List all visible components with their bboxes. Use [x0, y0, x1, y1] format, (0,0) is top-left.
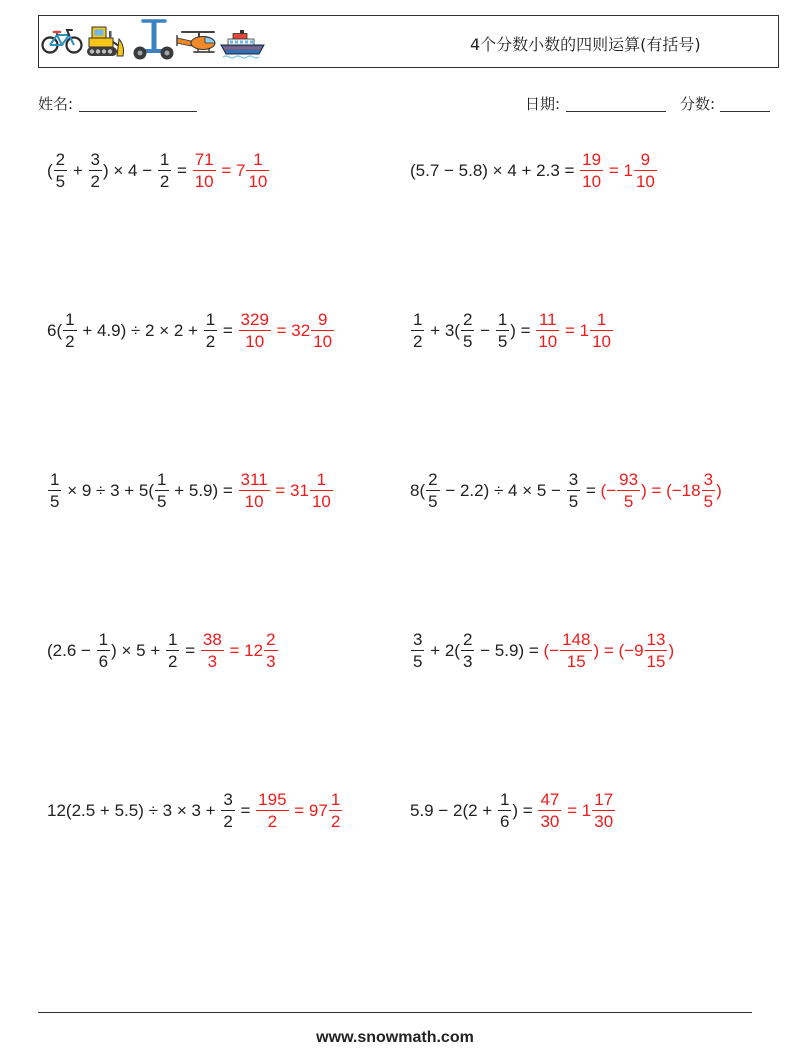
numerator: 3	[223, 789, 233, 809]
expression-text: + 4.9) ÷ 2 × 2 +	[77, 320, 203, 340]
fraction	[239, 469, 270, 512]
denominator: 2	[159, 171, 170, 191]
problem	[47, 628, 410, 672]
numerator: 1	[499, 789, 510, 809]
expression-text: × 9 ÷ 3 + 5(	[62, 480, 155, 500]
denominator: 10	[635, 171, 655, 191]
denominator: 2	[330, 811, 341, 831]
numerator: 1	[50, 469, 60, 489]
numerator: 1	[168, 629, 178, 649]
fraction	[311, 309, 334, 352]
problem	[410, 628, 794, 672]
score-label: 分数:	[680, 95, 716, 113]
fraction	[411, 629, 424, 672]
denominator: 5	[50, 491, 60, 511]
expression-text: = 7	[216, 160, 246, 180]
expression-text: ) × 4 −	[102, 160, 157, 180]
fraction	[580, 149, 603, 192]
vehicle-icons	[39, 16, 279, 67]
expression-text: +	[68, 160, 88, 180]
expression-text: = 12	[224, 640, 264, 660]
expression-text: + 2(	[425, 640, 460, 660]
numerator: 1	[497, 309, 508, 329]
denominator: 5	[703, 491, 714, 511]
denominator: 10	[582, 171, 602, 191]
fraction	[498, 789, 511, 832]
numerator: 2	[266, 629, 276, 649]
problem	[410, 788, 794, 832]
numerator: 311	[240, 469, 268, 489]
date-field	[525, 94, 666, 114]
denominator: 3	[266, 651, 276, 671]
fraction	[256, 789, 288, 832]
problem	[410, 308, 794, 352]
problem	[410, 468, 794, 512]
problem-answer	[192, 149, 271, 192]
expression-text: 12(2.5 + 5.5) ÷ 3 × 3 +	[47, 800, 221, 820]
expression-text: )	[716, 480, 722, 500]
expression-text: = 31	[270, 480, 309, 500]
numerator: 1	[159, 149, 170, 169]
numerator: 93	[619, 469, 639, 489]
expression-text: (5.7 − 5.8) × 4 + 2.3 =	[410, 160, 580, 180]
denominator: 2	[168, 651, 178, 671]
fraction	[54, 149, 67, 192]
denominator: 2	[223, 811, 233, 831]
problem-answer	[238, 469, 334, 512]
fraction	[461, 309, 474, 352]
problem-question	[47, 149, 192, 192]
fraction	[264, 629, 277, 672]
denominator: 2	[65, 331, 75, 351]
numerator: 148	[562, 629, 591, 649]
problem-question	[410, 309, 535, 352]
bicycle-icon	[43, 30, 82, 53]
score-blank-line	[720, 111, 770, 112]
numerator: 1	[590, 309, 613, 331]
numerator: 2	[55, 149, 66, 169]
fraction	[590, 309, 613, 352]
numerator: 1	[98, 629, 109, 649]
fraction	[617, 469, 640, 512]
score-field	[680, 94, 770, 114]
numerator: 3	[90, 149, 100, 169]
numerator: 1	[157, 469, 167, 489]
denominator: 15	[566, 651, 586, 671]
fraction	[560, 629, 592, 672]
denominator: 10	[592, 331, 612, 351]
denominator: 10	[538, 331, 558, 351]
fraction	[702, 469, 715, 512]
problem-question	[47, 629, 200, 672]
problem-answer	[255, 789, 343, 832]
fraction	[63, 309, 76, 352]
name-label: 姓名:	[38, 95, 74, 113]
problem-answer	[537, 789, 616, 832]
expression-text: (−	[543, 640, 560, 660]
denominator: 15	[646, 651, 666, 671]
denominator: 10	[245, 331, 265, 351]
fraction	[310, 469, 333, 512]
fraction	[158, 149, 171, 192]
denominator: 2	[90, 171, 100, 191]
fraction	[592, 789, 615, 832]
expression-text: = 97	[289, 800, 328, 820]
fraction	[538, 789, 561, 832]
denominator: 10	[313, 331, 333, 351]
fraction	[426, 469, 439, 512]
date-label: 日期:	[525, 95, 561, 113]
fraction	[97, 629, 110, 672]
expression-text: =	[581, 480, 601, 500]
fraction	[536, 309, 559, 352]
denominator: 5	[428, 491, 438, 511]
fraction	[496, 309, 509, 352]
denominator: 3	[462, 651, 473, 671]
expression-text: + 5.9) =	[169, 480, 238, 500]
numerator: 1	[65, 309, 75, 329]
expression-text: = 1	[560, 320, 590, 340]
footer-url: www.snowmath.com	[316, 1029, 474, 1046]
problem-question	[410, 789, 537, 832]
fraction	[221, 789, 234, 832]
fraction	[48, 469, 61, 512]
expression-text: ) × 5 +	[111, 640, 166, 660]
expression-text: = 1	[604, 160, 633, 180]
denominator: 5	[497, 331, 508, 351]
numerator: 2	[462, 309, 473, 329]
problem-grid	[47, 148, 794, 948]
name-field	[38, 94, 197, 114]
problem-answer	[579, 149, 658, 192]
bulldozer-icon	[87, 27, 124, 56]
denominator: 10	[248, 171, 268, 191]
expression-text: )	[668, 640, 675, 660]
numerator: 1	[205, 309, 216, 329]
fraction	[89, 149, 102, 192]
numerator: 11	[536, 309, 559, 331]
expression-text: + 3(	[425, 320, 460, 340]
fraction	[155, 469, 168, 512]
fraction	[239, 309, 271, 352]
header-box	[38, 15, 779, 68]
name-blank-line	[79, 111, 197, 112]
denominator: 10	[311, 491, 331, 511]
fraction	[204, 309, 217, 352]
numerator: 13	[646, 629, 666, 649]
problem	[47, 788, 410, 832]
denominator: 2	[267, 811, 278, 831]
numerator: 1	[246, 149, 269, 171]
denominator: 5	[55, 171, 66, 191]
expression-text: −	[475, 320, 495, 340]
denominator: 2	[205, 331, 216, 351]
numerator: 17	[594, 789, 614, 809]
numerator: 71	[194, 149, 214, 169]
expression-text: (2.6 −	[47, 640, 96, 660]
problem-question	[47, 789, 255, 832]
ship-icon	[221, 30, 264, 58]
fraction	[461, 629, 474, 672]
expression-text: =	[172, 160, 192, 180]
fraction	[246, 149, 269, 192]
fraction	[634, 149, 657, 192]
numerator: 3	[703, 469, 714, 489]
expression-text: ) =	[510, 320, 536, 340]
fraction	[567, 469, 580, 512]
numerator: 1	[330, 789, 341, 809]
numerator: 3	[568, 469, 579, 489]
problem-answer	[535, 309, 614, 352]
expression-text: ) = (−18	[641, 480, 701, 500]
denominator: 3	[207, 651, 218, 671]
denominator: 10	[194, 171, 214, 191]
fraction	[645, 629, 668, 672]
fraction	[166, 629, 179, 672]
denominator: 5	[413, 651, 423, 671]
problem-question	[47, 309, 238, 352]
numerator: 1	[413, 309, 423, 329]
problem-answer	[601, 469, 722, 512]
numerator: 38	[202, 629, 222, 649]
problem	[47, 148, 410, 192]
problem-question	[410, 469, 601, 512]
worksheet-title: 4个分数小数的四则运算(有括号)	[470, 35, 701, 54]
denominator: 10	[244, 491, 264, 511]
expression-text: ) =	[512, 800, 538, 820]
fraction	[193, 149, 216, 192]
date-blank-line	[566, 111, 666, 112]
numerator: 195	[258, 789, 287, 809]
problem-answer	[238, 309, 336, 352]
expression-text: =	[235, 800, 256, 820]
problem-question	[410, 629, 543, 672]
problem	[410, 148, 794, 192]
expression-text: 8(	[410, 480, 426, 500]
numerator: 9	[311, 309, 334, 331]
denominator: 6	[499, 811, 510, 831]
fraction	[329, 789, 342, 832]
expression-text: 6(	[47, 320, 63, 340]
denominator: 5	[623, 491, 634, 511]
expression-text: − 2.2) ÷ 4 × 5 −	[440, 480, 566, 500]
numerator: 2	[428, 469, 438, 489]
footer-divider	[38, 1012, 752, 1013]
denominator: 30	[540, 811, 560, 831]
expression-text: 5.9 − 2(2 +	[410, 800, 497, 820]
expression-text: (	[47, 160, 53, 180]
numerator: 19	[582, 149, 602, 169]
helicopter-icon	[177, 32, 215, 52]
denominator: 5	[157, 491, 167, 511]
expression-text: (−	[600, 480, 617, 500]
problem-answer	[200, 629, 279, 672]
problem	[47, 468, 410, 512]
expression-text: = 1	[562, 800, 592, 820]
numerator: 3	[413, 629, 423, 649]
expression-text: = 32	[271, 320, 311, 340]
fraction	[201, 629, 224, 672]
numerator: 329	[240, 309, 269, 329]
expression-text: =	[180, 640, 200, 660]
numerator: 47	[540, 789, 560, 809]
problem	[47, 308, 410, 352]
denominator: 5	[568, 491, 579, 511]
problem-question	[47, 469, 238, 512]
expression-text: ) = (−9	[593, 640, 644, 660]
problem-question	[410, 160, 579, 181]
numerator: 9	[634, 149, 657, 171]
denominator: 5	[462, 331, 473, 351]
denominator: 6	[98, 651, 109, 671]
numerator: 2	[462, 629, 473, 649]
denominator: 30	[594, 811, 614, 831]
expression-text: =	[218, 320, 238, 340]
scooter-icon	[134, 21, 174, 60]
numerator: 1	[310, 469, 333, 491]
fraction	[411, 309, 424, 352]
problem-answer	[543, 629, 674, 672]
denominator: 2	[413, 331, 423, 351]
expression-text: − 5.9) =	[475, 640, 544, 660]
